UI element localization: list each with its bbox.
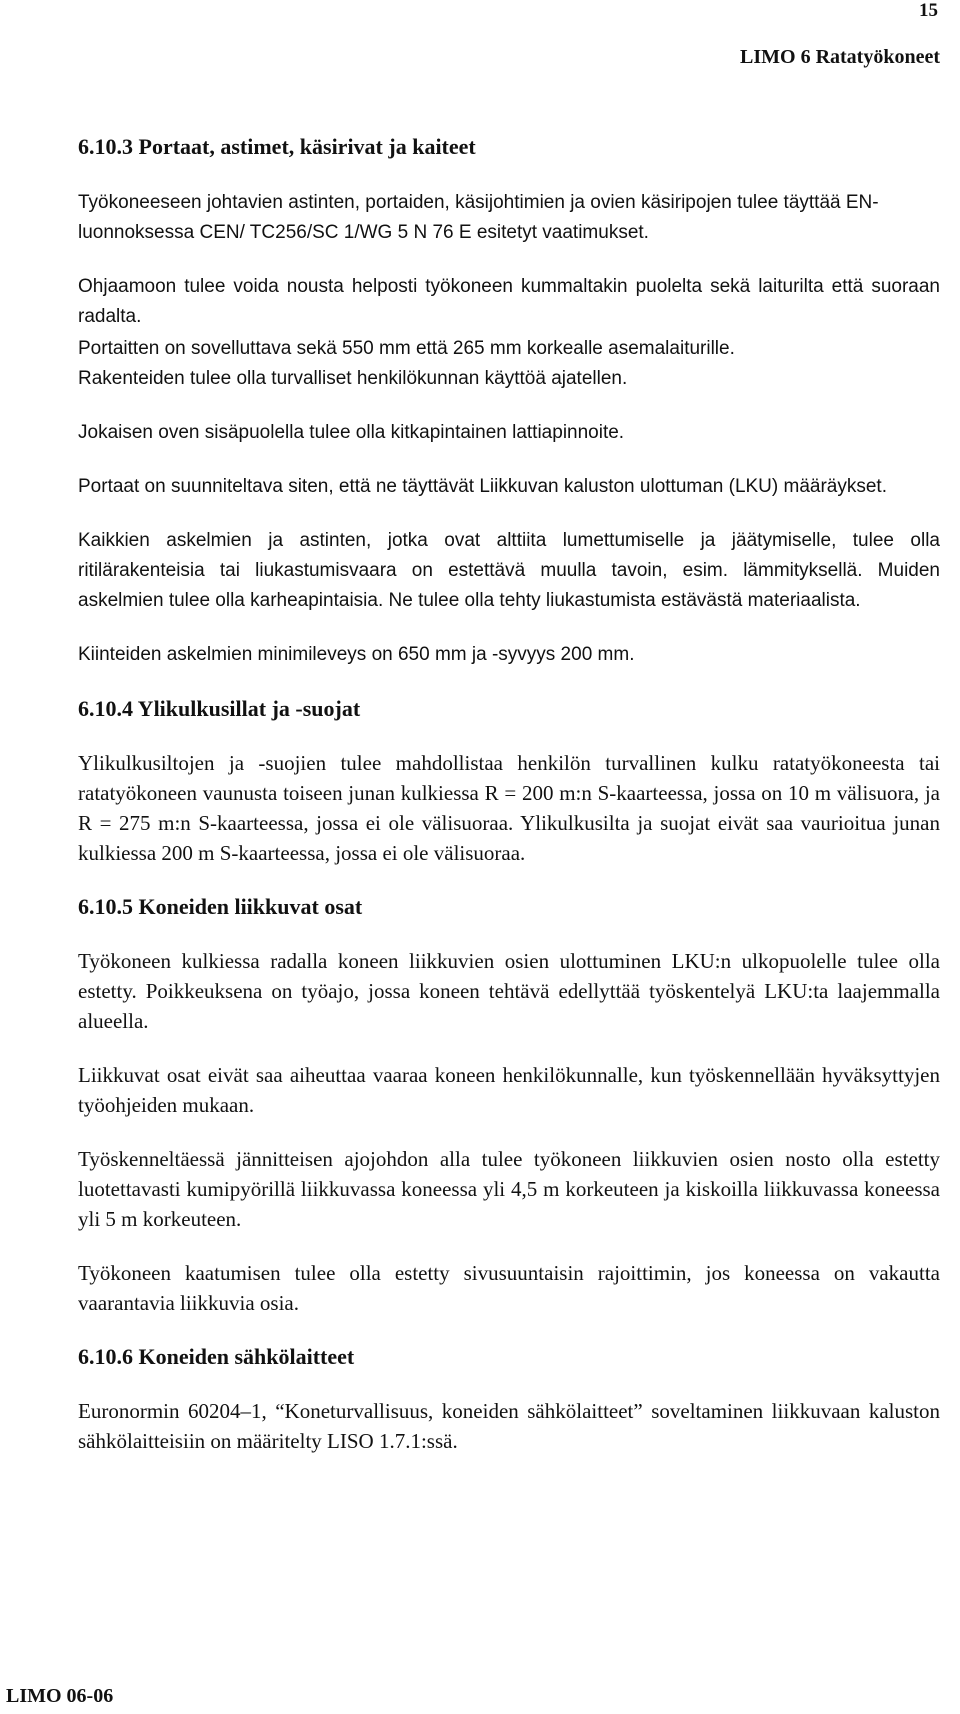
paragraph-crossover-bridges: Ylikulkusiltojen ja -suojien tulee mahdollistaa henkilön turvallinen kulku ratatyökoneesta tai ratatyökoneen vaunusta toiseen junan kulkiessa R = 200 m:n S-kaarteessa, jossa on 10 m välisuora, ja R = 275 m:n S-kaarteessa, jossa ei ole välisuoraa. Ylikulkusilta ja suojat eivät saa vaurioitua junan kulkiessa 200 m S-kaarteessa, jossa ei ole välisuoraa.	[78, 751, 940, 865]
paragraph-moving-parts-lku: Työkoneen kulkiessa radalla koneen liikkuvien osien ulottuminen LKU:n ulkopuolelle tulee olla estetty. Poikkeuksena on työajo, jossa koneen tehtävä edellyttää työskentelyä LKU:ta laajemmalla alueella.	[78, 949, 940, 1033]
running-header-title: LIMO 6 Ratatyökoneet	[740, 46, 940, 68]
paragraph-step-dimensions: Kiinteiden askelmien minimileveys on 650 mm ja -syvyys 200 mm.	[78, 644, 635, 665]
paragraph-overhead-line-limit: Työskenneltäessä jännitteisen ajojohdon alla tulee työkoneen liikkuvien osien nosto olla estetty luotettavasti kumipyörillä liikkuvassa koneessa yli 4,5 m korkeuteen ja kiskoilla liikkuvassa koneessa yli 5 m korkeuteen.	[78, 1147, 940, 1231]
section-heading-6-10-5: 6.10.5 Koneiden liikkuvat osat	[78, 894, 363, 919]
paragraph-tipping-prevention: Työkoneen kaatumisen tulee olla estetty sivusuuntaisin rajoittimin, jos koneessa on vakautta vaarantavia liikkuvia osia.	[78, 1261, 940, 1315]
section-heading-6-10-4: 6.10.4 Ylikulkusillat ja -suojat	[78, 696, 361, 721]
page-number: 15	[919, 0, 938, 21]
paragraph-steps-anti-slip: Kaikkien askelmien ja astinten, jotka ovat alttiita lumettumiselle ja jäätymiselle, tulee olla ritilärakenteisia tai liukastumisvaara on estettävä muulla tavoin, esim. lämmityksellä. Muiden askelmien tulee olla karheapintaisia. Ne tulee olla tehty liukastumista estävästä materiaalista.	[78, 530, 940, 611]
paragraph-requirements-standard: Työkoneeseen johtavien astinten, portaiden, käsijohtimien ja ovien käsiripojen tulee täyttää EN-luonnoksessa CEN/ TC256/SC 1/WG 5 N 76 E esitetyt vaatimukset.	[78, 192, 879, 243]
paragraph-stairs-platform-height: Portaitten on sovelluttava sekä 550 mm että 265 mm korkealle asemalaiturille.	[78, 338, 735, 359]
footer-document-code: LIMO 06-06	[6, 1685, 114, 1707]
paragraph-structures-safety: Rakenteiden tulee olla turvalliset henkilökunnan käyttöä ajatellen.	[78, 368, 628, 389]
paragraph-door-floor-coating: Jokaisen oven sisäpuolella tulee olla kitkapintainen lattiapinnoite.	[78, 422, 625, 443]
paragraph-moving-parts-hazard: Liikkuvat osat eivät saa aiheuttaa vaaraa koneen henkilökunnalle, kun työskennellään hyväksyttyjen työohjeiden mukaan.	[78, 1063, 940, 1117]
section-heading-6-10-3: 6.10.3 Portaat, astimet, käsirivat ja kaiteet	[78, 134, 476, 159]
document-body	[78, 132, 940, 1456]
paragraph-stairs-lku: Portaat on suunniteltava siten, että ne täyttävät Liikkuvan kaluston ulottuman (LKU) määräykset.	[78, 476, 887, 497]
paragraph-electrical-equipment: Euronormin 60204–1, “Koneturvallisuus, koneiden sähkölaitteet” soveltaminen liikkuvaan kaluston sähkölaitteisiin on määritelty LISO 1.7.1:ssä.	[78, 1399, 940, 1453]
section-heading-6-10-6: 6.10.6 Koneiden sähkölaitteet	[78, 1344, 355, 1369]
paragraph-cab-access: Ohjaamoon tulee voida nousta helposti työkoneen kummaltakin puolelta sekä laiturilta että suoraan radalta.	[78, 276, 940, 327]
